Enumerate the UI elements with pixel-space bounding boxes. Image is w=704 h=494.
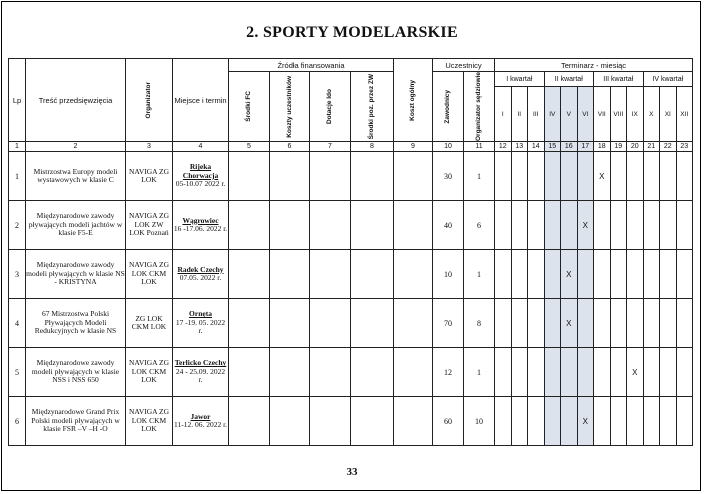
row-finance-cell (270, 299, 310, 348)
row-month-XII (676, 250, 693, 299)
row-tresc: Mistrzostwa Europy modeli wystawowych w klasie C (26, 152, 126, 201)
row-finance-cell (229, 348, 270, 397)
header-terminarz: Terminarz - miesiąc (495, 59, 693, 72)
row-month-IX (627, 152, 644, 201)
row-miejsce-place: Jawor (190, 411, 211, 421)
row-month-VIII (610, 250, 627, 299)
row-sedziowie: 8 (464, 299, 495, 348)
row-miejsce-place: Wągrowiec (182, 215, 219, 225)
page-number: 33 (346, 466, 358, 478)
row-month-V (561, 348, 578, 397)
row-month-VII (594, 397, 611, 446)
row-lp: 4 (9, 299, 26, 348)
row-month-X (643, 201, 660, 250)
row-month-VIII (610, 201, 627, 250)
column-number: 22 (660, 142, 677, 152)
header-month-II: II (511, 87, 528, 142)
row-month-XII (676, 152, 693, 201)
row-zawodnicy: 10 (433, 250, 464, 299)
column-number: 1 (9, 142, 26, 152)
row-miejsce (173, 348, 229, 397)
table-row (9, 348, 693, 397)
row-finance-cell (310, 397, 351, 446)
column-number: 15 (544, 142, 561, 152)
row-month-XII (676, 397, 693, 446)
header-month-I: I (495, 87, 512, 142)
row-month-IV (544, 201, 561, 250)
row-miejsce (173, 250, 229, 299)
column-number: 7 (310, 142, 351, 152)
row-organizator: NAVIGA ZG LOK CKM LOK (126, 397, 173, 446)
row-finance-cell (351, 201, 394, 250)
month-mark: X (627, 348, 644, 397)
row-month-XI (660, 348, 677, 397)
header-month-XII: XII (676, 87, 693, 142)
row-month-V (561, 397, 578, 446)
row-month-I (495, 152, 512, 201)
row-month-XI (660, 201, 677, 250)
row-finance-cell (394, 299, 433, 348)
row-organizator: ZG LOK CKM LOK (126, 299, 173, 348)
row-month-I (495, 250, 512, 299)
column-number: 12 (495, 142, 512, 152)
table-row (9, 152, 693, 201)
row-finance-cell (351, 152, 394, 201)
row-month-IV (544, 348, 561, 397)
row-zawodnicy: 30 (433, 152, 464, 201)
row-finance-cell (394, 250, 433, 299)
month-mark: X (561, 250, 578, 299)
row-month-XII (676, 348, 693, 397)
row-finance-cell (310, 348, 351, 397)
row-month-IV (544, 250, 561, 299)
row-month-II (511, 250, 528, 299)
column-number: 16 (561, 142, 578, 152)
row-tresc: Międzynarodowe Grand Prix Polski modeli pływających w klasie FSR –V –H -O (26, 397, 126, 446)
column-number: 17 (577, 142, 594, 152)
row-miejsce (173, 152, 229, 201)
row-zawodnicy: 12 (433, 348, 464, 397)
row-month-XI (660, 299, 677, 348)
row-miejsce-place: Terlicko Czechy (174, 358, 227, 368)
header-uczestnicy: Uczestnicy (433, 59, 495, 72)
row-month-X (643, 397, 660, 446)
row-month-X (643, 250, 660, 299)
table-row (9, 299, 693, 348)
header-quarter-2: II kwartał (544, 72, 594, 87)
row-finance-cell (229, 250, 270, 299)
column-number: 23 (676, 142, 693, 152)
row-miejsce (173, 201, 229, 250)
row-finance-cell (351, 348, 394, 397)
row-finance-cell (270, 201, 310, 250)
column-number: 8 (351, 142, 394, 152)
row-sedziowie: 1 (464, 152, 495, 201)
row-miejsce-place: Ornęta (189, 309, 212, 319)
column-number: 20 (627, 142, 644, 152)
row-month-VI (577, 348, 594, 397)
column-number: 14 (528, 142, 545, 152)
row-month-VIII (610, 348, 627, 397)
row-month-II (511, 299, 528, 348)
row-month-II (511, 152, 528, 201)
row-lp: 6 (9, 397, 26, 446)
row-month-X (643, 152, 660, 201)
row-month-III (528, 250, 545, 299)
row-finance-cell (310, 250, 351, 299)
table-row (9, 397, 693, 446)
row-lp: 2 (9, 201, 26, 250)
row-finance-cell (394, 348, 433, 397)
row-month-VIII (610, 397, 627, 446)
row-month-VI (577, 152, 594, 201)
row-month-II (511, 201, 528, 250)
header-month-VII: VII (594, 87, 611, 142)
row-sedziowie: 10 (464, 397, 495, 446)
row-month-I (495, 397, 512, 446)
page-title: 2. SPORTY MODELARSKIE (246, 24, 458, 41)
row-month-VII (594, 250, 611, 299)
row-finance-cell (351, 397, 394, 446)
row-finance-cell (394, 397, 433, 446)
table-row (9, 250, 693, 299)
row-tresc: Międzynarodowe zawody pływających modeli jachtów w klasie F5-E (26, 201, 126, 250)
row-month-IV (544, 152, 561, 201)
row-miejsce-date: 24 - 25.09. 2022 r. (175, 366, 226, 385)
row-finance-cell (310, 152, 351, 201)
row-month-IX (627, 397, 644, 446)
header-miejsce: Miejsce i termin (173, 59, 229, 142)
row-finance-cell (229, 201, 270, 250)
header-quarter-1: I kwartał (495, 72, 545, 87)
row-organizator: NAVIGA ZG LOK CKM LOK (126, 250, 173, 299)
row-miejsce-date: 05-10.07 2022 r. (175, 179, 226, 189)
row-month-X (643, 348, 660, 397)
row-month-XII (676, 201, 693, 250)
column-number: 9 (394, 142, 433, 152)
header-organizator-sedziowie: Organizator sędziowie (464, 72, 495, 142)
row-month-XI (660, 250, 677, 299)
column-number: 13 (511, 142, 528, 152)
row-month-V (561, 201, 578, 250)
row-month-IX (627, 201, 644, 250)
row-finance-cell (229, 397, 270, 446)
header-srodki-fc: Środki FC (229, 72, 270, 142)
row-lp: 1 (9, 152, 26, 201)
row-zawodnicy: 40 (433, 201, 464, 250)
header-month-IX: IX (627, 87, 644, 142)
row-finance-cell (229, 299, 270, 348)
header-month-III: III (528, 87, 545, 142)
row-miejsce-place: Radek Czechy (177, 264, 224, 274)
header-dotacje: Dotacje Ido (310, 72, 351, 142)
header-month-VIII: VIII (610, 87, 627, 142)
header-koszt-ogolny: Koszt ogólny (394, 59, 433, 142)
row-finance-cell (351, 250, 394, 299)
row-month-I (495, 201, 512, 250)
row-finance-cell (270, 250, 310, 299)
row-miejsce-date: 07.05. 2022 r. (179, 273, 222, 282)
header-tresc: Treść przedsięwzięcia (26, 59, 126, 142)
column-number: 19 (610, 142, 627, 152)
row-lp: 3 (9, 250, 26, 299)
column-number: 10 (433, 142, 464, 152)
header-zawodnicy: Zawodnicy (433, 72, 464, 142)
row-miejsce-place: Rijeka Chorwacja (182, 162, 219, 180)
row-finance-cell (229, 152, 270, 201)
row-finance-cell (351, 299, 394, 348)
row-month-VIII (610, 299, 627, 348)
row-month-II (511, 397, 528, 446)
header-month-X: X (643, 87, 660, 142)
row-sedziowie: 1 (464, 250, 495, 299)
row-finance-cell (394, 152, 433, 201)
row-finance-cell (394, 201, 433, 250)
header-koszty-uczestnikow: Koszty uczestników (270, 72, 310, 142)
header-zrodla: Źródła finansowania (229, 59, 394, 72)
row-month-XI (660, 397, 677, 446)
header-month-V: V (561, 87, 578, 142)
row-zawodnicy: 60 (433, 397, 464, 446)
row-miejsce-date: 16 -17.06. 2022 r. (173, 224, 228, 233)
month-mark: X (561, 299, 578, 348)
row-finance-cell (310, 299, 351, 348)
row-finance-cell (310, 201, 351, 250)
table-row (9, 201, 693, 250)
row-month-IX (627, 299, 644, 348)
column-number: 21 (643, 142, 660, 152)
column-number: 2 (26, 142, 126, 152)
row-month-III (528, 152, 545, 201)
row-zawodnicy: 70 (433, 299, 464, 348)
row-lp: 5 (9, 348, 26, 397)
row-month-II (511, 348, 528, 397)
schedule-table (8, 58, 693, 446)
row-month-VI (577, 299, 594, 348)
header-srodki-poz: Środki poz. przez ZW (351, 72, 394, 142)
month-mark: X (577, 397, 594, 446)
row-month-XII (676, 299, 693, 348)
row-month-IV (544, 299, 561, 348)
row-miejsce-date: 17 -19. 05. 2022 r. (175, 317, 226, 336)
row-tresc: 67 Mistrzostwa Polski Pływających Modeli Redukcyjnych w klasie NS (26, 299, 126, 348)
row-month-I (495, 299, 512, 348)
row-miejsce (173, 299, 229, 348)
column-number: 5 (229, 142, 270, 152)
row-month-III (528, 348, 545, 397)
row-organizator: NAVIGA ZG LOK ZW LOK Poznań (126, 201, 173, 250)
row-month-XI (660, 152, 677, 201)
month-mark: X (577, 201, 594, 250)
row-month-VII (594, 348, 611, 397)
header-month-XI: XI (660, 87, 677, 142)
header-month-IV: IV (544, 87, 561, 142)
row-finance-cell (270, 152, 310, 201)
row-month-VII (594, 201, 611, 250)
row-month-I (495, 348, 512, 397)
row-month-V (561, 152, 578, 201)
row-organizator: NAVIGA ZG LOK (126, 152, 173, 201)
column-number: 6 (270, 142, 310, 152)
header-lp: Lp (9, 59, 26, 142)
header-organizator: Organizator (126, 59, 173, 142)
row-month-IX (627, 250, 644, 299)
header-quarter-4: IV kwartał (643, 72, 693, 87)
row-miejsce (173, 397, 229, 446)
row-organizator: NAVIGA ZG LOK CKM LOK (126, 348, 173, 397)
row-miejsce-date: 11-12. 06. 2022 r. (173, 420, 228, 429)
row-sedziowie: 6 (464, 201, 495, 250)
row-tresc: Międzynarodowe zawody modeli pływających w klasie NS - KRISTYNA (26, 250, 126, 299)
row-month-VII (594, 299, 611, 348)
header-quarter-3: III kwartał (594, 72, 644, 87)
header-month-VI: VI (577, 87, 594, 142)
column-number: 3 (126, 142, 173, 152)
row-month-VI (577, 250, 594, 299)
row-month-III (528, 201, 545, 250)
column-number: 18 (594, 142, 611, 152)
row-sedziowie: 1 (464, 348, 495, 397)
column-number: 4 (173, 142, 229, 152)
row-month-III (528, 299, 545, 348)
row-finance-cell (270, 397, 310, 446)
row-month-X (643, 299, 660, 348)
row-month-III (528, 397, 545, 446)
month-mark: X (594, 152, 611, 201)
row-finance-cell (270, 348, 310, 397)
column-number: 11 (464, 142, 495, 152)
row-month-VIII (610, 152, 627, 201)
row-tresc: Międzynarodowe zawody modeli pływających w klasie NSS i NSS 650 (26, 348, 126, 397)
row-month-IV (544, 397, 561, 446)
